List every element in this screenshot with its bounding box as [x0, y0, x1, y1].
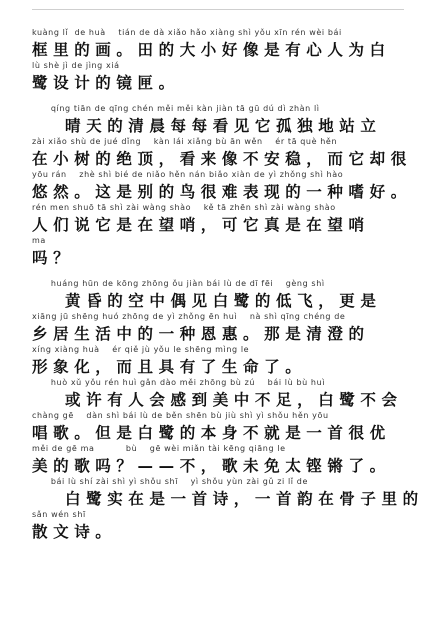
text-line-15: [32, 510, 412, 543]
hanzi-line-2: 鹭设计的镜匣。: [32, 74, 180, 92]
text-line-10: [32, 345, 412, 378]
pinyin-line-4: zài xiǎo shù de jué dǐng kàn lái xiǎng bù ān wěn ér tā què hěn: [32, 137, 338, 146]
pinyin-line-13: měi de gē ma bù gē wèi miǎn tài kēng qiāng le: [32, 444, 286, 453]
text-line-4: [32, 137, 412, 170]
pinyin-line-2: lù shè jì de jìng xiá: [32, 61, 120, 70]
hanzi-line-13: 美的歌吗？——不，歌未免太铿锵了。: [32, 457, 391, 475]
text-line-11: [32, 378, 412, 411]
pinyin-line-5: yōu rán zhè shì bié de niǎo hěn nán biǎo xiàn de yì zhǒng shì hào: [32, 170, 344, 179]
hanzi-line-8: 黄昏的空中偶见白鹭的低飞，更是: [32, 292, 382, 310]
paragraph-gap: [0, 269, 429, 279]
hanzi-line-5: 悠然。这是别的鸟很难表现的一种嗜好。: [32, 183, 412, 201]
paragraph-gap: [0, 94, 429, 104]
hanzi-line-6: 人们说它是在望哨，可它真是在望哨: [32, 216, 370, 234]
hanzi-line-7: 吗？: [32, 249, 75, 267]
header-rule: [32, 9, 404, 10]
text-line-8: [32, 279, 412, 312]
hanzi-line-11: 或许有人会感到美中不足，白鹭不会: [32, 391, 403, 409]
pinyin-line-6: rén men shuō tā shì zài wàng shào kě tā zhēn shì zài wàng shào: [32, 203, 336, 212]
pinyin-line-10: xíng xiàng huà ér qiě jù yǒu le shēng mìng le: [32, 345, 250, 354]
hanzi-line-14: 白鹭实在是一首诗，一首韵在骨子里的: [32, 490, 424, 508]
text-line-12: [32, 411, 412, 444]
hanzi-line-4: 在小树的绝顶，看来像不安稳，而它却很: [32, 150, 412, 168]
pinyin-line-12: chàng gē dàn shì bái lù de běn shēn bù jiù shì yì shǒu hěn yōu: [32, 411, 329, 420]
hanzi-line-12: 唱歌。但是白鹭的本身不就是一首很优: [32, 424, 391, 442]
pinyin-line-11: huò xǔ yǒu rén huì gǎn dào měi zhōng bù zú bái lù bù huì: [32, 378, 326, 387]
pinyin-line-14: bái lù shí zài shì yì shǒu shī yì shǒu yùn zài gǔ zi lǐ de: [32, 477, 308, 486]
pinyin-line-7: ma: [32, 236, 46, 245]
text-line-2: [32, 61, 412, 94]
text-line-7: [32, 236, 412, 269]
pinyin-line-15: sǎn wén shī: [32, 510, 86, 519]
hanzi-line-3: 晴天的清晨每每看见它孤独地站立: [32, 117, 382, 135]
document-page: [0, 28, 429, 543]
pinyin-line-9: xiāng jū shēng huó zhōng de yì zhǒng ēn huì nà shì qīng chéng de: [32, 312, 346, 321]
hanzi-line-15: 散文诗。: [32, 523, 117, 541]
text-line-6: [32, 203, 412, 236]
text-line-5: [32, 170, 412, 203]
hanzi-line-1: 框里的画。田的大小好像是有心人为白: [32, 41, 391, 59]
hanzi-line-10: 形象化，而且具有了生命了。: [32, 358, 307, 376]
text-line-9: [32, 312, 412, 345]
text-line-3: [32, 104, 412, 137]
pinyin-line-8: huáng hūn de kōng zhōng ǒu jiàn bái lù de dī fēi gèng shì: [32, 279, 325, 288]
hanzi-line-9: 乡居生活中的一种恩惠。那是清澄的: [32, 325, 370, 343]
pinyin-line-3: qíng tiān de qīng chén měi měi kàn jiàn tā gū dú dì zhàn lì: [32, 104, 320, 113]
text-line-14: [32, 477, 424, 510]
text-line-13: [32, 444, 412, 477]
pinyin-line-1: kuàng lǐ de huà tián de dà xiǎo hǎo xiàng shì yǒu xīn rén wèi bái: [32, 28, 342, 37]
text-line-1: [32, 28, 412, 61]
